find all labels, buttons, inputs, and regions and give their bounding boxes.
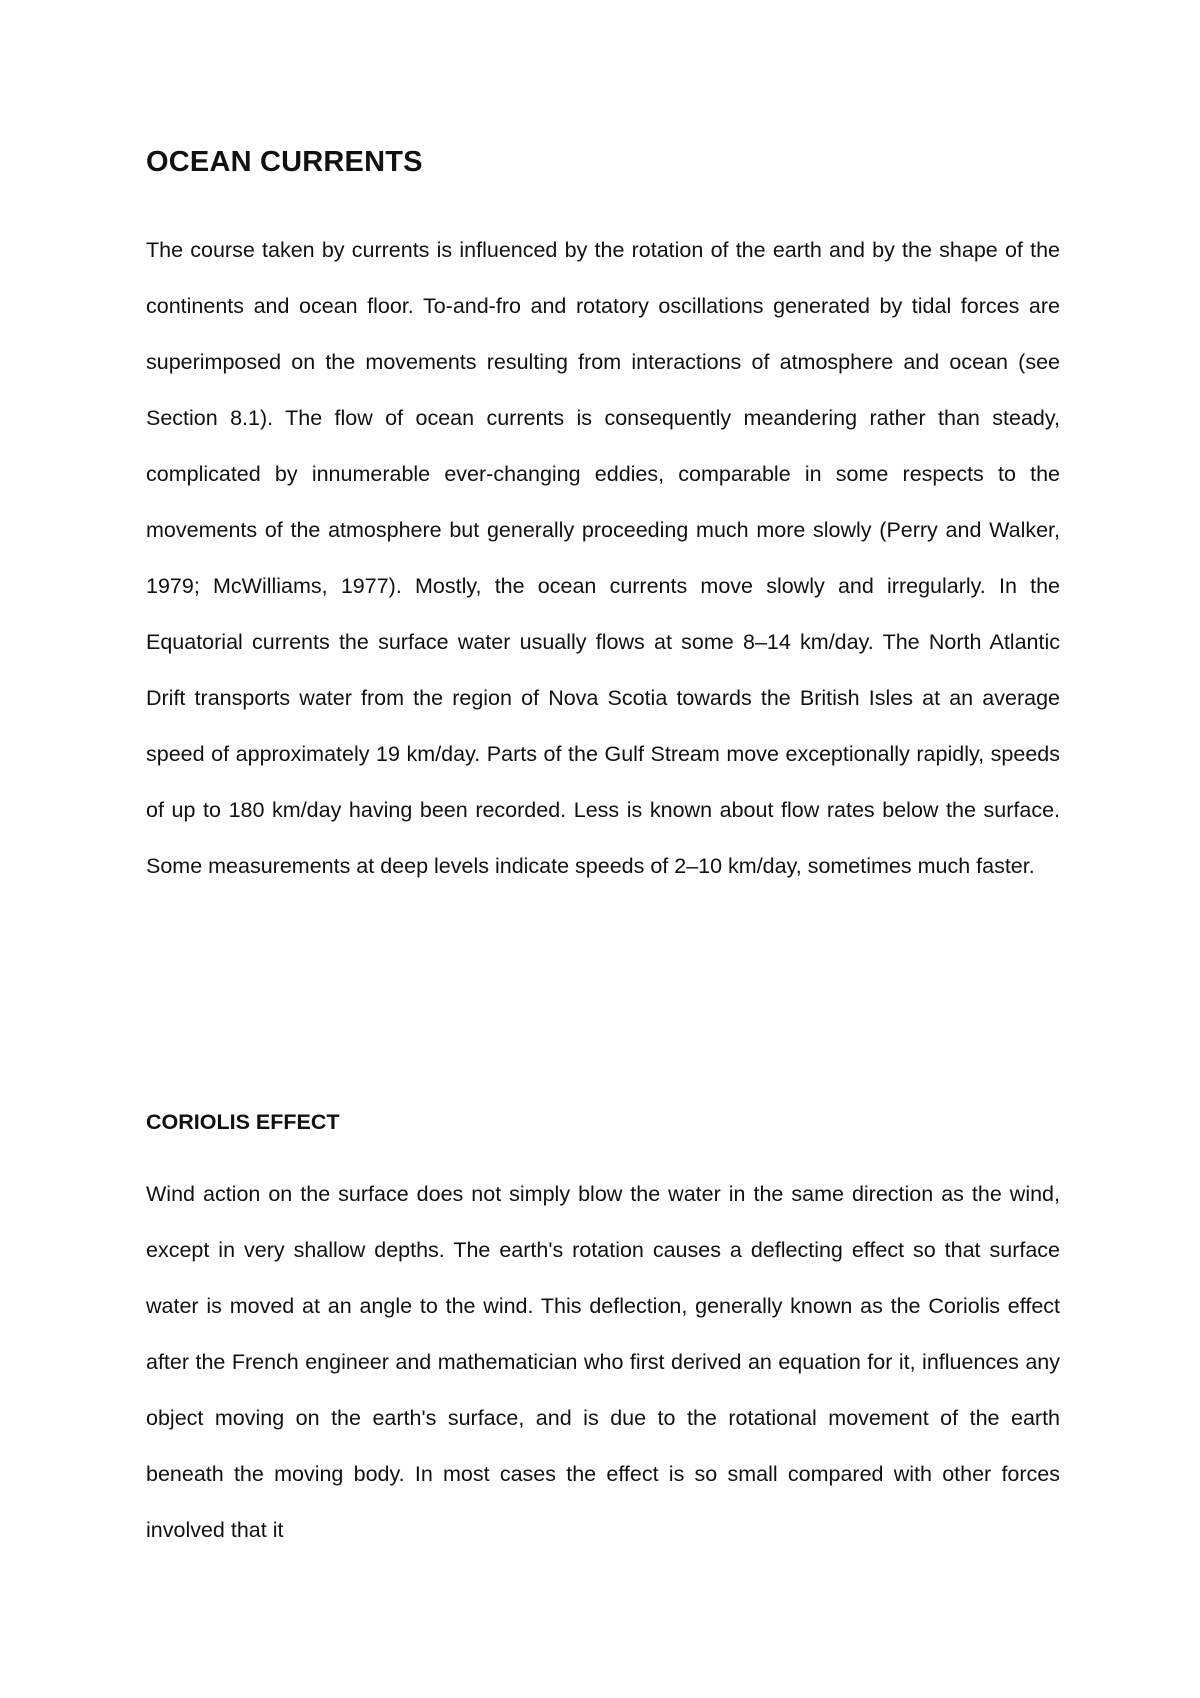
section-title-coriolis-effect: CORIOLIS EFFECT xyxy=(146,1110,340,1134)
coriolis-effect-paragraph: Wind action on the surface does not simply blow the water in the same direction as the wind, except in very shallow depths. The earth's rotation causes a deflecting effect so that surface water is moved at an angle to the wind. This deflection, generally known as the Coriolis effect after the French engineer and mathematician who first derived an equation for it, influences any object moving on the earth's surface, and is due to the rotational movement of the earth beneath the moving body. In most cases the effect is so small compared with other forces involved that it xyxy=(146,1182,1060,1542)
section-title-ocean-currents: OCEAN CURRENTS xyxy=(146,146,423,178)
ocean-currents-paragraph: The course taken by currents is influenced by the rotation of the earth and by the shape of the continents and ocean floor. To-and-fro and rotatory oscillations generated by tidal forces are superimposed on the movements resulting from interactions of atmosphere and ocean (see Section 8.1). The flow of ocean currents is consequently meandering rather than steady, complicated by innumerable ever-changing eddies, comparable in some respects to the movements of the atmosphere but generally proceeding much more slowly (Perry and Walker, 1979; McWilliams, 1977). Mostly, the ocean currents move slowly and irregularly. In the Equatorial currents the surface water usually flows at some 8–14 km/day. The North Atlantic Drift transports water from the region of Nova Scotia towards the British Isles at an average speed of approximately 19 km/day. Parts of the Gulf Stream move exceptionally rapidly, speeds of up to 180 km/day having been recorded. Less is known about flow rates below the surface. Some measurements at deep levels indicate speeds of 2–10 km/day, sometimes much faster. xyxy=(146,238,1060,878)
